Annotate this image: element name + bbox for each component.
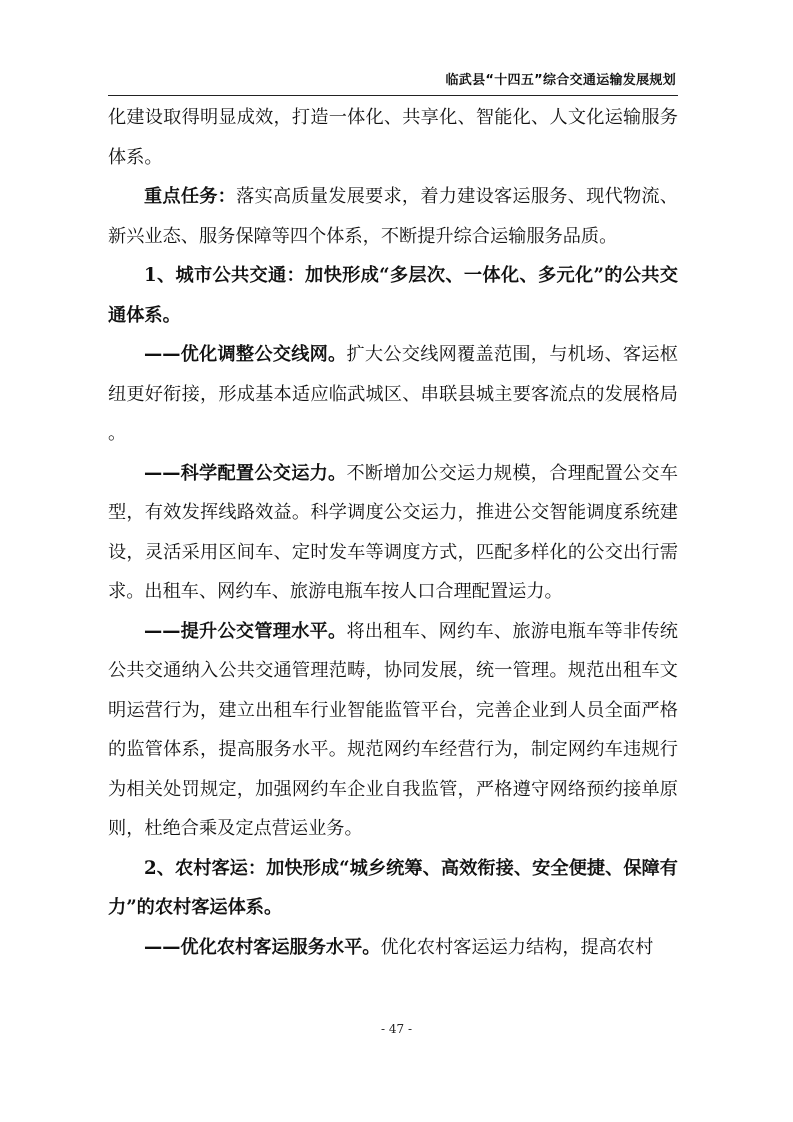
paragraph-text: 将出租车、网约车、旅游电瓶车等非传统公共交通纳入公共交通管理范畴，协同发展，统一管理。规范出租车文明运营行为，建立出租车行业智能监管平台，完善企业到人员全面严格的监管体系，提高服务水平。规范网约车经营行为，制定网约车违规行为相关处罚规定，加强网约车企业自我监管，严格遵守网络预约接单原则，杜绝合乘及定点营运业务。 xyxy=(108,620,678,839)
paragraph-lead: ——优化调整公交线网。 xyxy=(144,344,347,365)
paragraph-text: 扩大公交线网覆盖范围，与机场、客运枢纽更好衔接，形成基本适应临武城区、串联县城主要客流点的发展格局。 xyxy=(108,344,678,444)
section-heading: 2、农村客运：加快形成“城乡统筹、高效衔接、安全便捷、保障有力”的农村客运体系。 xyxy=(108,857,678,918)
paragraph-lead: ——科学配置公交运力。 xyxy=(144,462,347,484)
paragraph-lead: ——提升公交管理水平。 xyxy=(144,620,347,642)
paragraph-improve-management xyxy=(108,612,678,849)
section-heading-urban-transit xyxy=(108,256,678,335)
paragraph-text: 落实高质量发展要求，着力建设客运服务、现代物流、新兴业态、服务保障等四个体系，不断提升综合运输服务品质。 xyxy=(108,186,678,247)
paragraph-lead: ——优化农村客运服务水平。 xyxy=(144,936,381,958)
paragraph-text: 化建设取得明显成效，打造一体化、共享化、智能化、人文化运输服务体系。 xyxy=(108,107,678,168)
paragraph-key-tasks xyxy=(108,177,678,256)
body-text xyxy=(108,98,678,967)
paragraph-optimize-network xyxy=(108,335,678,454)
paragraph-text: 优化农村客运运力结构，提高农村 xyxy=(380,936,654,958)
paragraph-continuation xyxy=(108,98,678,177)
running-header xyxy=(108,58,678,96)
section-heading-rural-transit xyxy=(108,849,678,928)
section-heading: 1、城市公共交通：加快形成“多层次、一体化、多元化”的公共交通体系。 xyxy=(108,265,678,326)
paragraph-allocate-capacity xyxy=(108,454,678,612)
header-title: 临武县“十四五”综合交通运输发展规划 xyxy=(445,73,676,88)
paragraph-rural-service xyxy=(108,928,678,968)
paragraph-lead: 重点任务： xyxy=(144,186,237,207)
paragraph-text: 不断增加公交运力规模，合理配置公交车型，有效发挥线路效益。科学调度公交运力，推进公交智能调度系统建设，灵活采用区间车、定时发车等调度方式，匹配多样化的公交出行需求。出租车、网约车、旅游电瓶车按人口合理配置运力。 xyxy=(108,462,678,602)
page-number: - 47 - xyxy=(380,1022,412,1036)
